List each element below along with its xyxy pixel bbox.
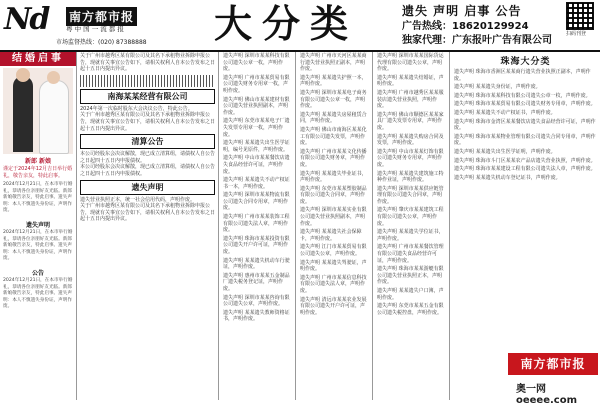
listing-item: 遗失声明 某某遗失驾驶证，声明作废。 (300, 259, 367, 273)
listing-item: 遗失声明 佛山市顺德区某某家具厂遗失发票专用章，声明作废。 (377, 111, 444, 131)
listing-item: 遗失声明 某某遗失购房合同及发票，声明作废。 (377, 133, 444, 147)
listing-item: 遗失声明 佛山市南海区某某化工有限公司遗失发票，声明作废。 (300, 126, 367, 147)
wedding-text: 谨定于2024年12月吉日举行婚礼，敬告亲友，特此启事。 (3, 166, 73, 179)
listing-item: 遗失声明 珠海市金湾区某某餐饮店遗失食品经营许可证，声明作废。 (454, 118, 596, 132)
listing-item: 遗失声明 江门市某某贸易有限公司遗失公章，声明作废。 (300, 244, 367, 258)
zhuhai-column (451, 52, 600, 400)
listing-item: 遗失声明 中山市某某餐饮店遗失食品经营许可证，声明作废。 (223, 155, 290, 175)
notice-box-title-1: 南海某某经营有限公司 (80, 89, 215, 104)
listing-item: 遗失声明 某某遗失学位证书，声明作废。 (377, 229, 444, 242)
hotline-text: 市场监督热线：(020) 87388888 (56, 39, 147, 46)
notice-box-text-1: 2024年第一次临时股东大会决议公告，特此公告。 (80, 105, 193, 112)
listing-item: 遗失声明 深圳市某某科技有限公司遗失公章一枚，声明作废。 (223, 53, 290, 73)
bride-figure (39, 80, 69, 154)
zhuhai-section-title: 珠海大分类 (500, 57, 551, 67)
ad-header-categories: 遗失 声明 启事 公告 (402, 4, 522, 18)
listing-item: 遗失声明 中山市某某灯饰有限公司遗失财务专用章，声明作废。 (377, 148, 444, 168)
couple-names: 新郎 新娘 (24, 158, 52, 165)
listing-item: 遗失声明 东莞市某某电子厂遗失发票专用章一枚，声明作废。 (223, 118, 290, 138)
listing-item: 遗失声明 某某遗失护照一本，声明作废。 (300, 74, 367, 88)
ad-header-phone: 广告热线：18620129924 (402, 21, 529, 32)
newspaper-badge: 南方都市报 (508, 353, 598, 375)
listing-item: 遗失声明 某某遗失不动产权证书，声明作废。 (454, 109, 556, 116)
newspaper-logo-mark: Nd (4, 2, 49, 37)
listing-item: 遗失声明 肇庆市某某建筑工程有限公司遗失公章，声明作废。 (377, 207, 444, 227)
masthead (0, 0, 600, 52)
site-watermark: 奥一网 oeeee.com (516, 384, 578, 406)
listing-item: 遗失声明 深圳市某某电子商务有限公司遗失公章一枚，声明作废。 (300, 89, 367, 110)
listing-item: 遗失声明 珠海市某某游艇有限公司遗失营业执照正本，声明作废。 (377, 266, 444, 286)
top-notice-text: 关于广州市越秀区某有限公司及其名下承租物业拆除申报公告，现就有关事宜公告如下，请相关权利人自本公告发布之日起十五日内提出异议。 (80, 53, 216, 73)
listing-item: 遗失声明 广州市越秀区某某服装店遗失营业执照，声明作废。 (377, 89, 444, 110)
listing-column-2 (220, 52, 296, 400)
listing-item: 遗失声明 深圳市某某供应链管理有限公司遗失合同章，声明作废。 (377, 185, 444, 205)
listing-item: 遗失声明 广州市某某信息科技有限公司遗失法人章，声明作废。 (300, 274, 367, 294)
listing-item: 遗失声明 珠海市香洲区某某商行遗失营业执照正副本，声明作废。 (454, 69, 591, 82)
left-body-text-2: 2024年12月21日，在本市举行婚礼，恭请各位亲朋好友光临。新郎新娘敬告亲友，特此启事。遗失声明：本人不慎遗失身份证，声明作废。 (3, 229, 73, 262)
listing-item: 遗失声明 深圳市某某物流有限公司遗失合同专用章，声明作废。 (223, 192, 290, 212)
page-title: 大分类 (214, 1, 359, 46)
listing-item: 遗失声明 某某遗失机动车登记证书，声明作废。 (454, 174, 561, 181)
listing-item: 遗失声明 深圳市某某咨询有限公司遗失公章，声明作废。 (223, 294, 290, 308)
wedding-body-text: 2024年12月21日，在本市举行婚礼，恭请各位亲朋好友光临。新郎新娘敬告亲友，特此启事。遗失声明：本人不慎遗失身份证，声明作废。 (3, 182, 73, 214)
listing-item: 遗失声明 佛山市某某建材有限公司遗失营业执照副本，声明作废。 (223, 96, 290, 116)
listing-item: 遗失声明 某某遗失身份证，声明作废。 (454, 84, 541, 91)
listing-column-3 (297, 52, 373, 400)
listing-item: 遗失声明 深圳市某某实业有限公司遗失营业执照副本，声明作废。 (300, 207, 367, 227)
listing-item: 遗失声明 东莞市某某塑胶制品有限公司遗失合同章，声明作废。 (300, 185, 367, 205)
groom-figure (13, 76, 33, 152)
listing-item: 遗失声明 广州市天河区某某商行遗失营业执照正副本，声明作废。 (300, 53, 367, 73)
listing-item: 遗失声明 珠海市斗门区某某农产品店遗失营业执照，声明作废。 (454, 157, 596, 164)
listing-item: 遗失声明 某某遗失教师资格证书，声明作废。 (223, 309, 290, 323)
notice-box-title-3: 遗失声明 (80, 180, 215, 195)
wedding-photo (3, 68, 73, 154)
listing-item: 遗失声明 某某遗失毕业证书，声明作废。 (300, 170, 367, 184)
newspaper-slogan: 粤 中 国 一 流 都 报 (66, 25, 124, 33)
listing-item: 遗失声明 某某遗失户口簿，声明作废。 (377, 288, 444, 301)
listing-item: 遗失声明 广州市某某装饰工程有限公司遗失法人章，声明作废。 (223, 214, 290, 234)
listing-item: 遗失声明 某某遗失出生医学证明，声明作废。 (454, 148, 556, 155)
listing-item: 遗失声明 某某遗失社会保障卡，声明作废。 (300, 229, 362, 242)
listing-item: 遗失声明 珠海市某某贸易有限公司遗失财务专用章，声明作废。 (454, 101, 596, 108)
left-subheading-notice: 公告 (31, 269, 44, 277)
listing-item: 遗失声明 广州市某某文化传播有限公司遗失财务章，声明作废。 (300, 148, 367, 168)
notice-box-text-1b: 关于广州市越秀区某有限公司及其名下承租物业拆除申报公告，现就有关事宜公告如下，请相关权利人自本公告发布之日起十五日内提出异议。 (80, 112, 216, 132)
listing-item: 遗失声明 珠海市某某科技有限公司遗失公章一枚，声明作废。 (454, 92, 591, 99)
listing-item: 遗失声明 某某遗失机动车行驶证，声明作废。 (223, 257, 290, 271)
notice-column-1 (77, 52, 219, 400)
listing-item: 遗失声明 某某遗失建筑施工特种作业证，声明作废。 (377, 170, 444, 184)
listing-column-4 (374, 52, 450, 400)
left-body-text-3: 2024年12月21日，在本市举行婚礼，恭请各位亲朋好友光临。新郎新娘敬告亲友，特此启事。遗失声明：本人不慎遗失身份证，声明作废。 (3, 277, 73, 310)
notice-box-text-2: 本公司经股东会决议解散，现已成立清算组，请债权人自公告之日起四十五日内申报债权。 (80, 151, 216, 164)
notice-box-text-3b: 关于广州市越秀区某有限公司及其名下承租物业拆除申报公告，现就有关事宜公告如下，请相关权利人自本公告发布之日起十五日内提出异议。 (80, 203, 216, 223)
notice-box-text-3: 遗失营业执照正本，统一社会信用代码，声明作废。 (80, 196, 196, 203)
listing-item: 遗失声明 东莞市某某五金有限公司遗失税控盘，声明作废。 (377, 303, 444, 316)
listing-item: 遗失声明 惠州市某某五金制品厂遗失税务登记证，声明作废。 (223, 272, 290, 292)
listing-item: 遗失声明 某某遗失不动产权证书一本，声明作废。 (223, 177, 290, 190)
left-subheading-lost: 遗失声明 (25, 221, 50, 229)
notice-box-text-2b: 本公司经股东会决议解散，现已成立清算组，请债权人自公告之日起四十五日内申报债权。 (80, 164, 216, 177)
listing-item: 遗失声明 珠海市某某建设工程有限公司遗失法人章，声明作废。 (454, 166, 596, 173)
listing-item: 遗失声明 深圳市某某国际货运代理有限公司遗失公章，声明作废。 (377, 53, 444, 73)
divider-hatch (80, 75, 215, 87)
listing-item: 遗失声明 广州市某某贸易有限公司遗失财务专用章一枚，声明作废。 (223, 74, 290, 94)
wedding-column (0, 52, 77, 400)
newspaper-name: 南方都市报 (66, 7, 137, 26)
listing-item: 遗失声明 清远市某某农业发展有限公司遗失开户许可证，声明作废。 (300, 296, 367, 316)
notice-box-title-2: 清算公告 (80, 134, 215, 149)
listing-item: 遗失声明 某某遗失结婚证，声明作废。 (377, 74, 444, 88)
qr-code-icon[interactable] (566, 2, 594, 30)
qr-caption: 扫码刊登 (566, 31, 587, 37)
listing-item: 遗失声明 珠海市某某物业管理有限公司遗失合同专用章，声明作废。 (454, 133, 596, 147)
wedding-heading: 结婚启事 (0, 52, 76, 66)
listing-item: 遗失声明 某某遗失出生医学证明，编号见原件，声明作废。 (223, 140, 290, 153)
listing-item: 遗失声明 珠海市某某投资有限公司遗失开户许可证，声明作废。 (223, 235, 290, 256)
listing-item: 遗失声明 某某遗失房屋租赁合同，声明作废。 (300, 111, 367, 125)
listing-item: 遗失声明 广州市某某餐饮管理有限公司遗失食品经营许可证，声明作废。 (377, 244, 444, 264)
ad-header-agent: 独家代理：广东报叶广告有限公司 (402, 35, 552, 46)
